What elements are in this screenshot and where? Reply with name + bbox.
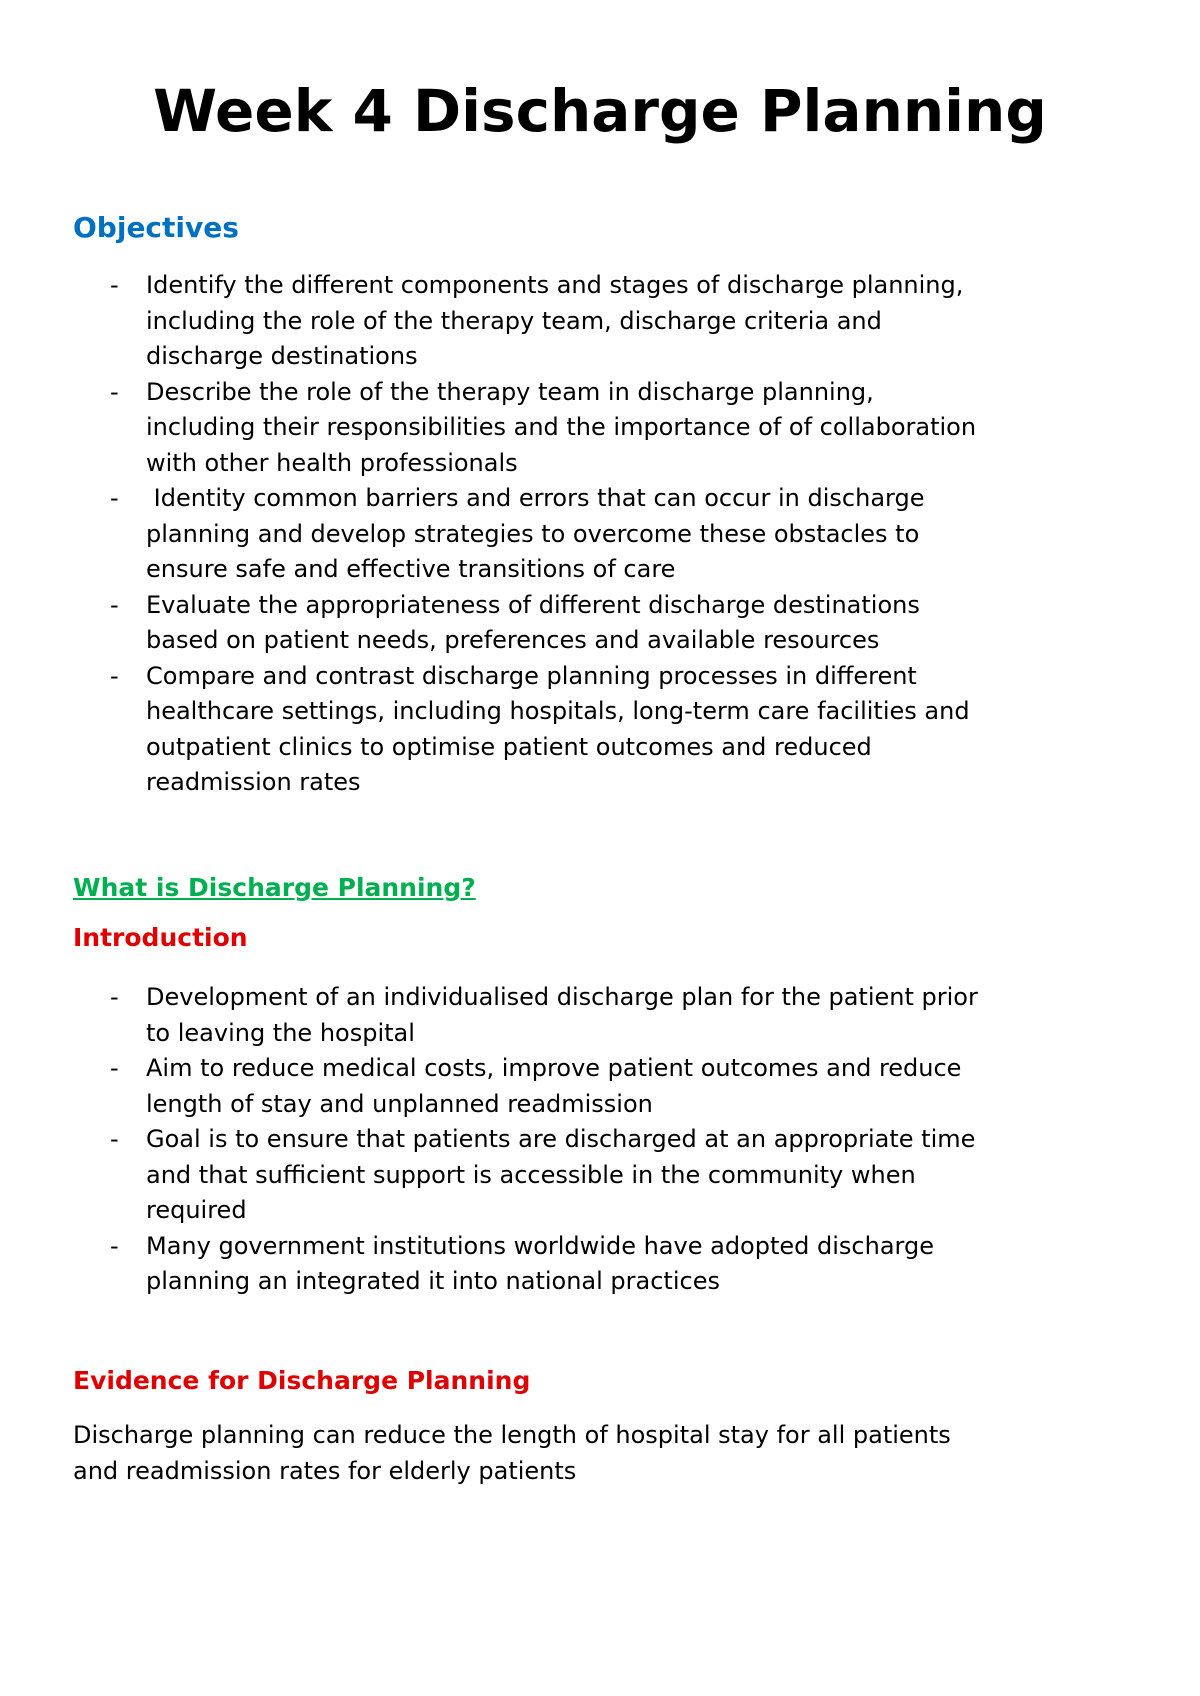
evidence-heading: Evidence for Discharge Planning — [73, 1366, 531, 1395]
list-item-line: healthcare settings, including hospitals, long-term care facilities and — [146, 697, 970, 725]
dash-bullet: - — [110, 1231, 119, 1260]
list-item — [0, 588, 1200, 659]
list-item-line: Compare and contrast discharge planning processes in different — [146, 661, 917, 690]
list-item-line: length of stay and unplanned readmission — [146, 1089, 653, 1118]
list-item-line: Development of an individualised discharge plan for the patient prior — [146, 983, 978, 1011]
introduction-heading: Introduction — [73, 923, 248, 952]
list-item — [0, 375, 1200, 482]
list-item — [0, 481, 1200, 588]
page-title: Week 4 Discharge Planning — [153, 77, 1047, 145]
list-item-line: planning and develop strategies to overcome these obstacles to — [146, 519, 920, 548]
list-item — [0, 659, 1200, 801]
list-item-line: outpatient clinics to optimise patient outcomes and reduced — [146, 732, 872, 761]
list-item-line: to leaving the hospital — [146, 1018, 415, 1047]
evidence-paragraph — [73, 1418, 951, 1489]
list-item-line: planning an integrated it into national practices — [146, 1267, 720, 1295]
list-item — [0, 268, 1200, 375]
list-item-line: Describe the role of the therapy team in discharge planning, — [146, 377, 874, 406]
dash-bullet: - — [110, 661, 119, 690]
dash-bullet: - — [110, 377, 119, 406]
list-item-line: Aim to reduce medical costs, improve patient outcomes and reduce — [146, 1054, 962, 1082]
list-item-line: Identity common barriers and errors that can occur in discharge — [146, 484, 925, 512]
list-item-line: Goal is to ensure that patients are discharged at an appropriate time — [146, 1125, 976, 1153]
list-item-line: readmission rates — [146, 768, 361, 796]
dash-bullet: - — [110, 1125, 119, 1153]
objectives-heading: Objectives — [73, 211, 239, 244]
dash-bullet: - — [110, 590, 119, 619]
list-item — [0, 980, 1200, 1051]
objectives-list — [0, 268, 1200, 801]
list-item-line: and that sufficient support is accessible in the community when — [146, 1160, 916, 1189]
list-item-line: Evaluate the appropriateness of different discharge destinations — [146, 590, 920, 619]
dash-bullet: - — [110, 271, 119, 299]
list-item-line: based on patient needs, preferences and available resources — [146, 626, 880, 654]
paragraph-line: and readmission rates for elderly patients — [73, 1456, 577, 1485]
list-item-line: Many government institutions worldwide have adopted discharge — [146, 1231, 934, 1260]
list-item-line: discharge destinations — [146, 342, 418, 370]
list-item — [0, 1122, 1200, 1229]
introduction-list — [0, 980, 1200, 1300]
list-item-line: required — [146, 1196, 247, 1224]
list-item-line: ensure safe and effective transitions of care — [146, 555, 676, 583]
dash-bullet: - — [110, 1054, 119, 1082]
dash-bullet: - — [110, 983, 119, 1011]
what-is-discharge-planning-heading: What is Discharge Planning? — [73, 873, 476, 902]
list-item — [0, 1051, 1200, 1122]
list-item-line: Identify the different components and stages of discharge planning, — [146, 271, 964, 299]
dash-bullet: - — [110, 484, 119, 512]
list-item-line: including the role of the therapy team, discharge criteria and — [146, 306, 882, 335]
list-item — [0, 1229, 1200, 1300]
list-item-line: including their responsibilities and the importance of of collaboration — [146, 413, 977, 441]
paragraph-line: Discharge planning can reduce the length of hospital stay for all patients — [73, 1421, 951, 1449]
list-item-line: with other health professionals — [146, 448, 518, 477]
